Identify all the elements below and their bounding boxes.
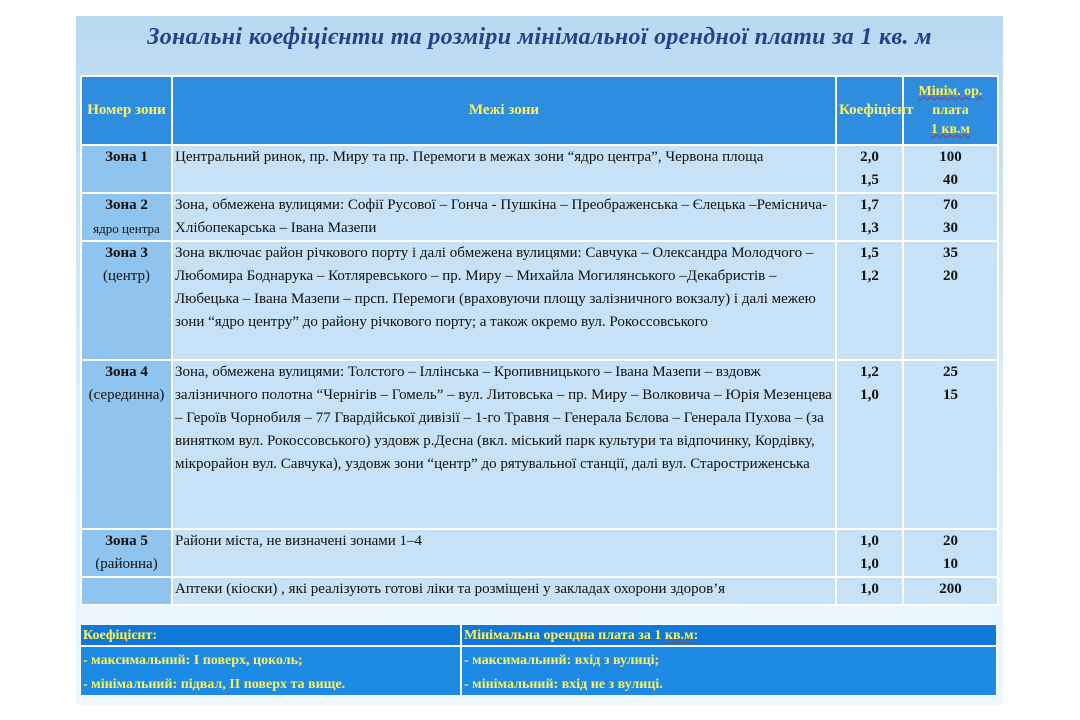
footer-legend: [80, 624, 997, 696]
zones-table: [80, 75, 999, 606]
table-row: [81, 145, 998, 193]
bounds-cell: Зона включає район річкового порту і далі обмежена вулицями: Савчука – Олександра Молодчого – Любомира Боднарука – Котляревського – пр. Миру – Михайла Могилянського –Декабристів – Любецька – Івана Мазепи – прсп. Перемоги (враховуючи площу залізничного вокзалу) і далі межею зони “ядро центру” до району річкового порту; а також окремо вул. Рокоссовського: [172, 241, 836, 360]
zone-cell: Зона 4 (серединна): [81, 360, 172, 529]
zone-cell: [81, 577, 172, 605]
footer-rent-heading: Мінімальна орендна плата за 1 кв.м:: [461, 624, 997, 646]
zone-cell: Зона 2 ядро центра: [81, 193, 172, 241]
zone-cell: Зона 3 (центр): [81, 241, 172, 360]
zone-cell: Зона 1: [81, 145, 172, 193]
header-zone-bounds: Межі зони: [172, 76, 836, 145]
bounds-cell: Зона, обмежена вулицями: Софії Русової – Гонча - Пушкіна – Преображенська – Єлецька –Реміснича- Хлібопекарська – Івана Мазепи: [172, 193, 836, 241]
table-row: [81, 529, 998, 577]
footer-coef-heading: Коефіцієнт:: [80, 624, 461, 646]
rent-cell: 25 15: [903, 360, 998, 529]
coef-cell: 1,2 1,0: [836, 360, 903, 529]
rent-cell: 35 20: [903, 241, 998, 360]
page-title: Зональні коефіцієнти та розміри мінімальної орендної плати за 1 кв. м: [147, 24, 932, 50]
coef-cell: 1,0: [836, 577, 903, 605]
header-zone-number: Номер зони: [81, 76, 172, 145]
bounds-cell: Аптеки (кіоски) , які реалізують готові ліки та розміщені у закладах охорони здоров’я: [172, 577, 836, 605]
coef-cell: 1,5 1,2: [836, 241, 903, 360]
bounds-cell: Зона, обмежена вулицями: Толстого – Іллінська – Кропивницького – Івана Мазепи – вздовж залізничного полотна “Чернігів – Гомель” – вул. Литовська – пр. Миру – Волковича – Юрія Мезенцева – Героїв Чорнобиля – 77 Гвардійської дивізії – 1-го Травня – Генерала Бєлова – Генерала Пухова – (за винятком вул. Рокоссовського) уздовж р.Десна (вкл. міський парк культури та відпочинку, Кордівку, мікрорайон вул. Савчука), уздовж зони “центр” до рятувальної станції, далі вул. Старостриженська: [172, 360, 836, 529]
bounds-cell: Райони міста, не визначені зонами 1–4: [172, 529, 836, 577]
zone-cell: Зона 5 (районна): [81, 529, 172, 577]
table-header-row: [81, 76, 998, 145]
coef-cell: 1,7 1,3: [836, 193, 903, 241]
coef-cell: 1,0 1,0: [836, 529, 903, 577]
rent-cell: 200: [903, 577, 998, 605]
rent-cell: 20 10: [903, 529, 998, 577]
table-row: [81, 577, 998, 605]
footer-coef-notes: - максимальний: І поверх, цоколь; - мінімальний: підвал, ІІ поверх та вище.: [80, 646, 461, 696]
rent-cell: 70 30: [903, 193, 998, 241]
header-coefficient: Коефіцієнт: [836, 76, 903, 145]
table-row: [81, 241, 998, 360]
rent-cell: 100 40: [903, 145, 998, 193]
footer-rent-notes: - максимальний: вхід з вулиці; - мінімальний: вхід не з вулиці.: [461, 646, 997, 696]
table-row: [81, 193, 998, 241]
bounds-cell: Центральний ринок, пр. Миру та пр. Перемоги в межах зони “ядро центра”, Червона площа: [172, 145, 836, 193]
coef-cell: 2,0 1,5: [836, 145, 903, 193]
header-min-rent: Мінім. ор. плата 1 кв.м: [903, 76, 998, 145]
table-row: [81, 360, 998, 529]
